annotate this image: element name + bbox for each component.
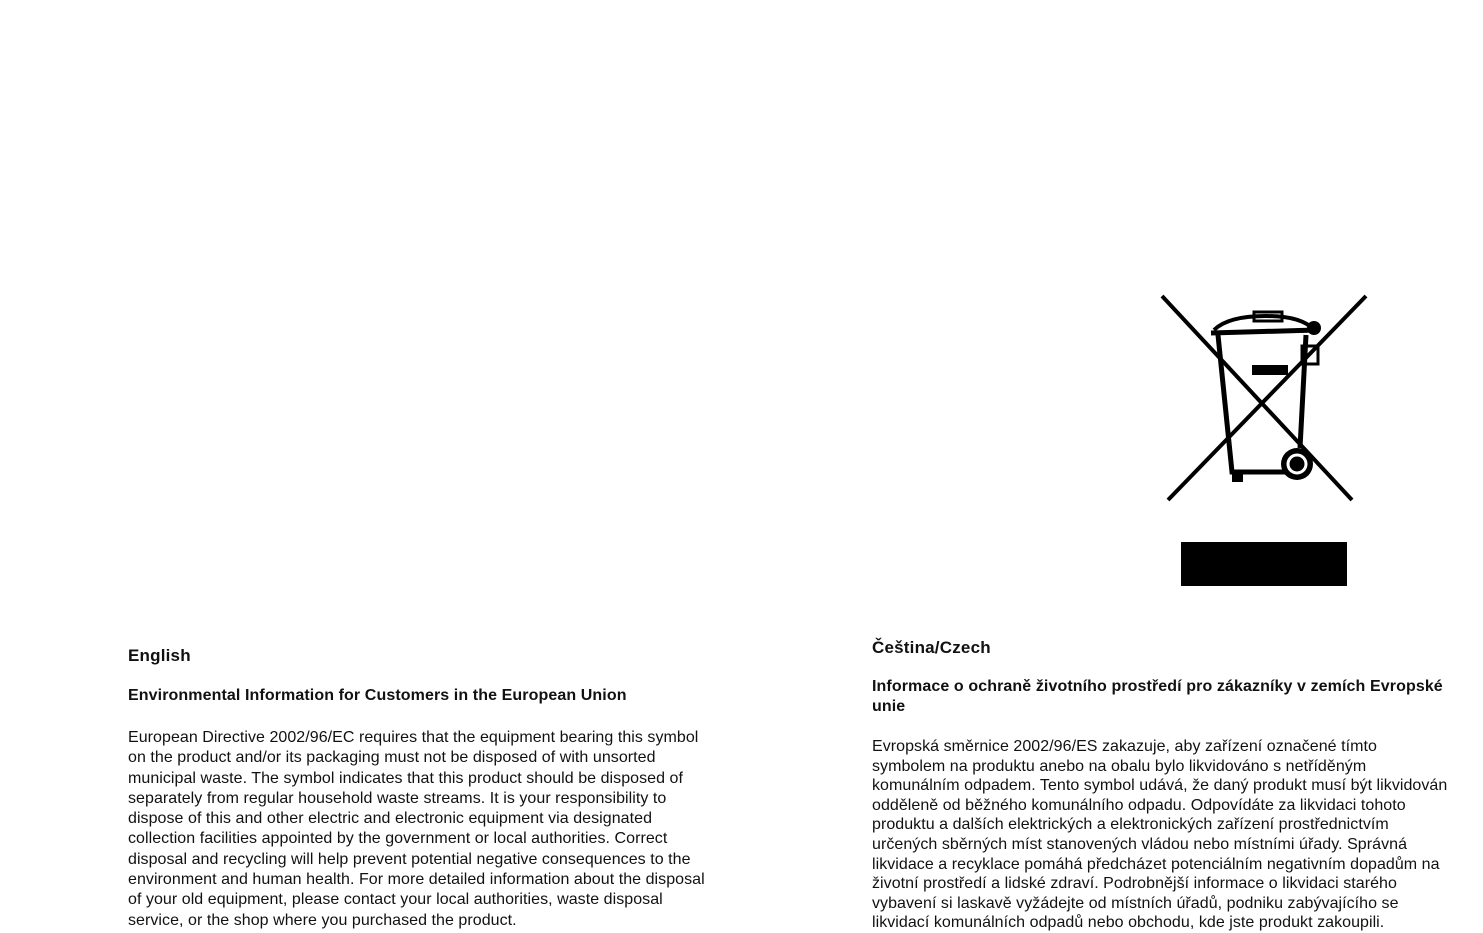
body-line: collection facilities appointed by the government or local authorities. Correct (128, 830, 668, 848)
body-line: likvidací komunálních odpadů nebo obchodu, kde jste produkt zakoupili. (872, 914, 1385, 932)
weee-black-bar (1181, 542, 1347, 586)
body-line: of your old equipment, please contact your local authorities, waste disposal (128, 891, 663, 909)
body-line: vybavení si laskavě vyžádejte od místních úřadů, podniku zabývajícího se (872, 894, 1399, 912)
section-heading-english: Environmental Information for Customers in the European Union (128, 687, 627, 704)
body-line: European Directive 2002/96/EC requires that the equipment bearing this symbol (128, 729, 699, 746)
heading-line: Informace o ochraně životního prostředí pro zákazníky v zemích Evropské (872, 678, 1443, 695)
body-line: service, or the shop where you purchased the product. (128, 911, 517, 929)
body-line: likvidace a recyklace pomáhá předcházet potenciálním negativním dopadům na (872, 855, 1440, 873)
body-line: environment and human health. For more detailed information about the disposal (128, 871, 705, 889)
heading-line: unie (872, 698, 906, 715)
body-line: produktu a dalších elektrických a elektronických zařízení prostřednictvím (872, 816, 1389, 834)
body-line: symbolem na produktu anebo na obalu bylo likvidováno s netříděným (872, 757, 1367, 775)
body-line: dispose of this and other electric and electronic equipment via designated (128, 810, 653, 828)
body-line: separately from regular household waste streams. It is your responsibility to (128, 789, 667, 807)
body-line: odděleně od běžného komunálního odpadu. Odpovídáte za likvidaci tohoto (872, 796, 1406, 814)
body-line: komunálním odpadem. Tento symbol udává, že daný produkt musí být likvidován (872, 777, 1448, 795)
language-heading-english: English (128, 646, 191, 665)
language-heading-czech: Čeština/Czech (872, 638, 991, 657)
body-line: on the product and/or its packaging must not be disposed of with unsorted (128, 749, 656, 767)
crossed-out-wheelie-bin-icon (1156, 290, 1372, 506)
body-line: určených sběrných míst stanovených vládou nebo místními úřady. Správná (872, 835, 1408, 853)
body-line: Evropská směrnice 2002/96/ES zakazuje, aby zařízení označené tímto (872, 738, 1377, 755)
body-text-english (128, 728, 705, 931)
body-line: životní prostředí a lidské zdraví. Podrobnější informace o likvidaci starého (872, 875, 1397, 893)
body-line: disposal and recycling will help prevent potential negative consequences to the (128, 850, 691, 868)
body-line: municipal waste. The symbol indicates that this product should be disposed of (128, 769, 683, 787)
section-heading-czech (872, 677, 1443, 717)
body-text-czech (872, 737, 1447, 933)
